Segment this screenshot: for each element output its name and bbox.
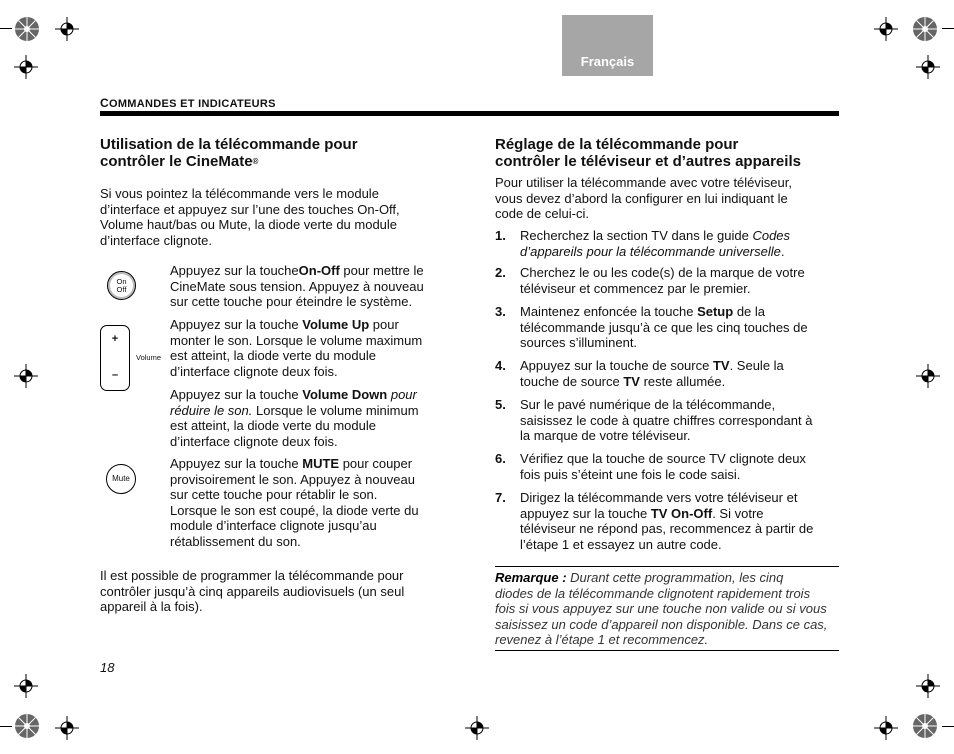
- page-number: 18: [100, 660, 115, 675]
- registration-starburst: [912, 16, 938, 42]
- note-box: Remarque : Durant cette programmation, les cinq diodes de la télécommande clignotent rapidement trois fois si vous appuyez sur une touche non valide ou si vous saisissez un code d’appareil non disponible. Dans ce cas, revenez à l’étape 1 et recommencez.: [495, 566, 839, 651]
- crosshair-mark: [55, 17, 79, 41]
- volume-up-description: Appuyez sur la touche Volume Up pour monter le son. Lorsque le volume maximum est atteint, la diode verte du module d’interface clignote deux fois.: [170, 317, 423, 379]
- crosshair-mark: [465, 716, 489, 740]
- on-off-description: Appuyez sur la toucheOn-Off pour mettre le CineMate sous tension. Appuyez à nouveau sur cette touche pour éteindre le système.: [170, 263, 424, 309]
- crosshair-mark: [14, 364, 38, 388]
- on-off-button-icon: On Off: [107, 271, 136, 300]
- crosshair-mark: [874, 17, 898, 41]
- crop-line: [0, 726, 12, 727]
- right-title: Réglage de la télécommande pour contrôler le téléviseur et d’autres appareils: [495, 136, 801, 170]
- language-tab: Français: [562, 15, 653, 76]
- crosshair-mark: [14, 55, 38, 79]
- volume-rocker-icon: + –: [100, 325, 130, 391]
- left-intro: Si vous pointez la télécommande vers le module d’interface et appuyez sur l’une des touches On-Off, Volume haut/bas ou Mute, la diode verte du module d’interface clignote.: [100, 186, 400, 248]
- volume-label: Volume: [136, 353, 162, 362]
- volume-down-description: Appuyez sur la touche Volume Down pour réduire le son. Lorsque le volume minimum est atteint, la diode verte du module d’interface clignote deux fois.: [170, 387, 419, 449]
- crop-line: [0, 28, 12, 29]
- registration-starburst: [14, 713, 40, 739]
- registration-starburst: [912, 713, 938, 739]
- left-outro: Il est possible de programmer la télécommande pour contrôler jusqu’à cinq appareils audiovisuels (un seul appareil à la fois).: [100, 568, 405, 614]
- registration-starburst: [14, 16, 40, 42]
- section-header: COMMANDES ET INDICATEURS: [100, 96, 276, 110]
- crosshair-mark: [916, 364, 940, 388]
- crosshair-mark: [55, 716, 79, 740]
- right-intro: Pour utiliser la télécommande avec votre téléviseur, vous devez d’abord la configurer en lui indiquant le code de celui-ci.: [495, 175, 792, 221]
- crosshair-mark: [14, 674, 38, 698]
- crosshair-mark: [874, 716, 898, 740]
- mute-description: Appuyez sur la touche MUTE pour couper provisoirement le son. Appuyez à nouveau sur cette touche pour rétablir le son. Lorsque le son est coupé, la diode verte du module d’interface clignote jusqu’au rétablissement du son.: [170, 456, 419, 549]
- left-title: Utilisation de la télécommande pour contrôler le CineMate®: [100, 136, 358, 170]
- header-rule: [100, 111, 839, 116]
- crop-line: [942, 28, 954, 29]
- crop-line: [942, 726, 954, 727]
- crosshair-mark: [916, 674, 940, 698]
- mute-button-icon: Mute: [106, 464, 136, 494]
- crosshair-mark: [916, 55, 940, 79]
